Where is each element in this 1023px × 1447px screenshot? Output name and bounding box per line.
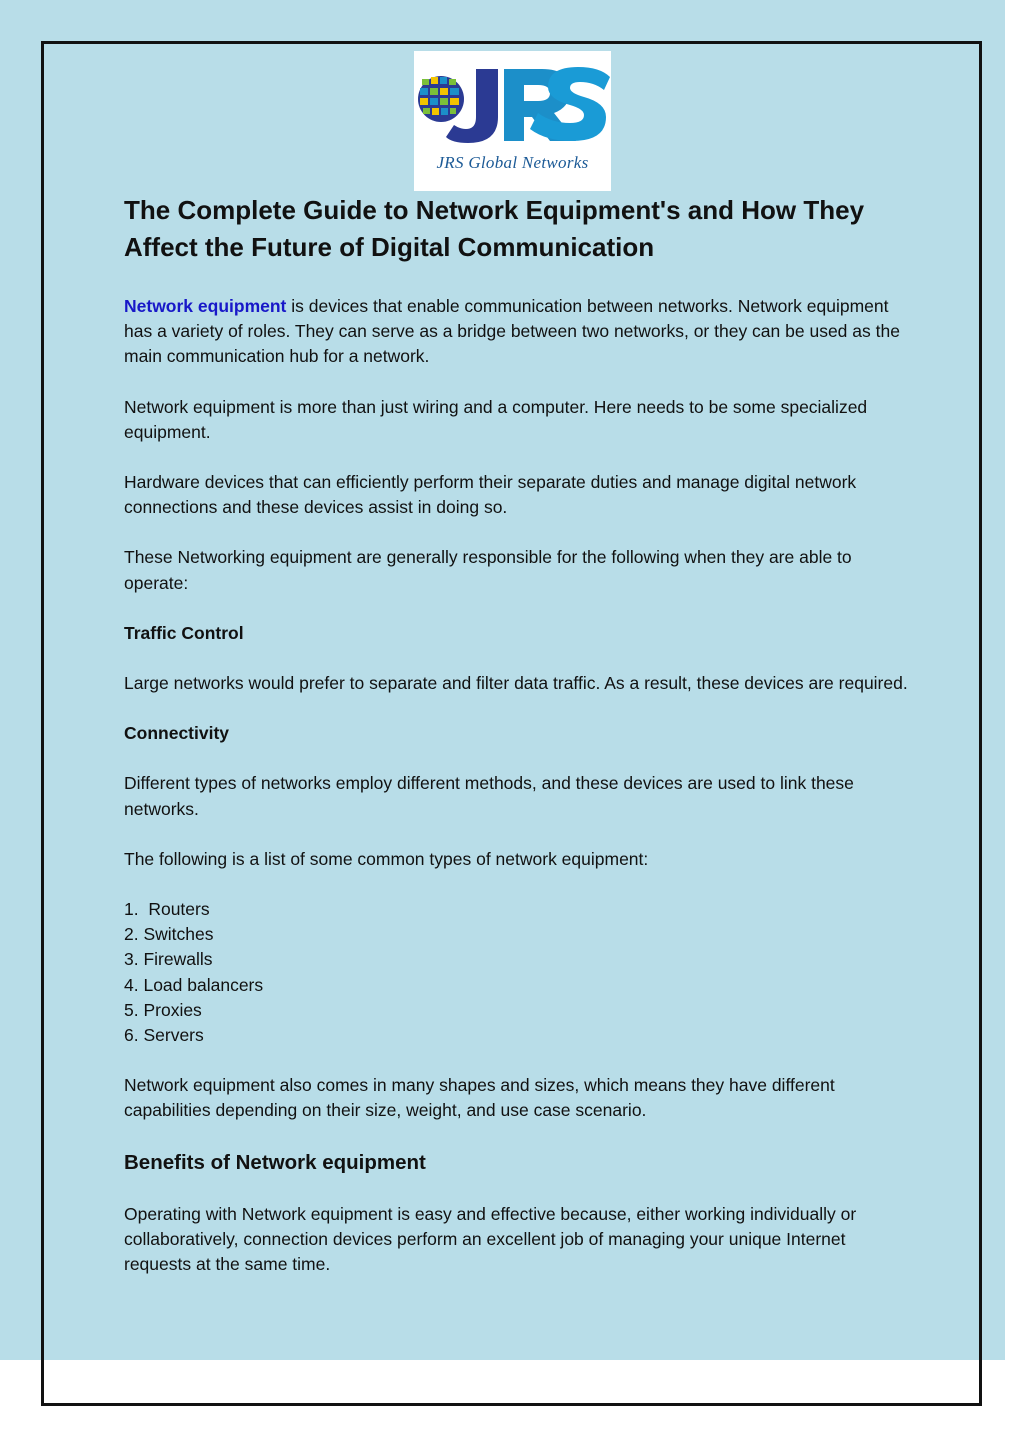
network-equipment-link[interactable]: Network equipment <box>124 296 287 316</box>
heading-benefits: Benefits of Network equipment <box>124 1150 426 1174</box>
globe-icon <box>418 76 464 122</box>
page-title: The Complete Guide to Network Equipment's and How They Affect the Future of Digital Communication <box>124 195 865 262</box>
equipment-list <box>124 897 914 1048</box>
paragraph-connectivity: Different types of networks employ different methods, and these devices are used to link these networks. <box>124 773 854 819</box>
paragraph-shapes-sizes: Network equipment also comes in many shapes and sizes, which means they have different capabilities depending on their size, weight, and use case scenario. <box>124 1075 835 1121</box>
company-logo <box>414 51 611 191</box>
list-item: 6. Servers <box>124 1025 204 1046</box>
list-item: 3. Firewalls <box>124 949 213 970</box>
list-item: 5. Proxies <box>124 999 202 1020</box>
document-body <box>124 192 914 1277</box>
paragraph-hardware: Hardware devices that can efficiently perform their separate duties and manage digital network connections and these devices assist in doing so. <box>124 472 857 518</box>
intro-text: is devices that enable communication between networks. Network equipment has a variety of roles. They can serve as a bridge between two networks, or they can be used as the main communication hub for a network. <box>124 296 900 367</box>
heading-traffic-control: Traffic Control <box>124 622 244 643</box>
paragraph-list-intro: The following is a list of some common types of network equipment: <box>124 848 649 869</box>
intro-paragraph <box>124 294 914 370</box>
jrs-logo-icon <box>414 51 611 151</box>
logo-text: JRS Global Networks <box>436 153 589 172</box>
paragraph-responsibilities: These Networking equipment are generally responsible for the following when they are able to operate: <box>124 547 852 593</box>
list-item: 2. Switches <box>124 924 214 945</box>
heading-connectivity: Connectivity <box>124 723 230 744</box>
list-item: 4. Load balancers <box>124 974 264 995</box>
paragraph-traffic-control: Large networks would prefer to separate and filter data traffic. As a result, these devices are required. <box>124 673 908 694</box>
list-item: 1. Routers <box>124 899 210 920</box>
paragraph-wiring: Network equipment is more than just wiring and a computer. Here needs to be some specialized equipment. <box>124 396 868 442</box>
paragraph-benefits: Operating with Network equipment is easy and effective because, either working individually or collaboratively, connection devices perform an excellent job of managing your unique Internet requests at the same time. <box>124 1203 857 1275</box>
